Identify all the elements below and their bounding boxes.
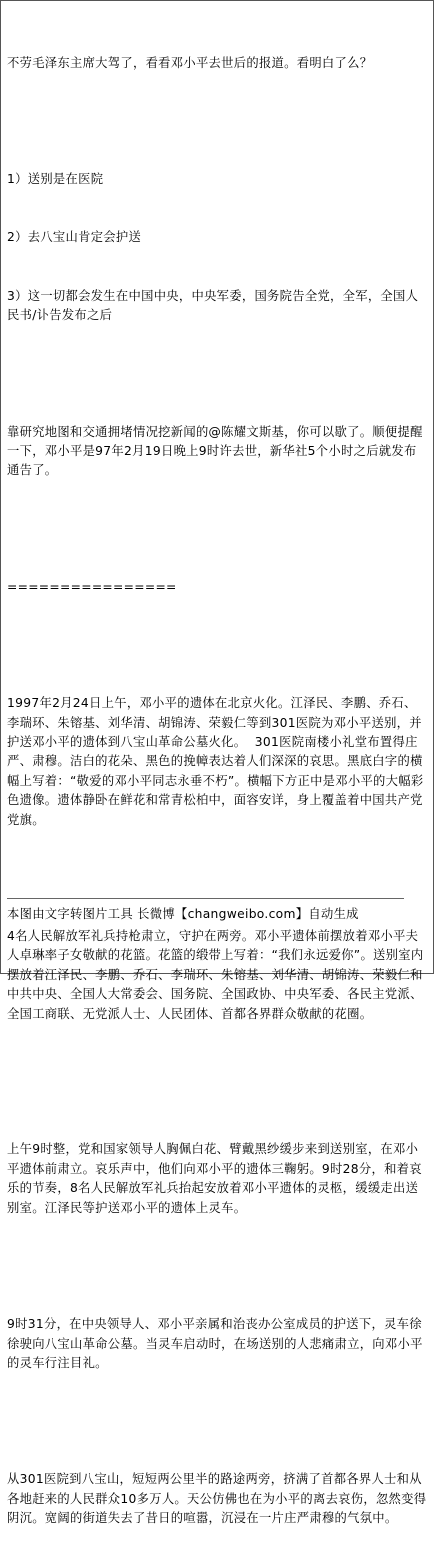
generator-footer: 本图由文字转图片工具 长微博【changweibo.com】自动生成: [7, 907, 359, 921]
article-body: [7, 15, 429, 1567]
equals-divider: ================: [7, 579, 177, 594]
footer-divider: [7, 898, 404, 899]
list-item: 3）这一切都会发生在中国中央，中央军委，国务院告全党，全军，全国人民书/讣告发布之后: [7, 288, 419, 323]
report-paragraph: 4名人民解放军礼兵持枪肃立，守护在两旁。邓小平遗体前摆放着邓小平夫人卓琳率子女敬献的花篮。花篮的缎带上写着：“我们永远爱你”。送别室内摆放着江泽民、李鹏、乔石、李瑞环、朱镕基、刘华清、胡锦涛、荣毅仁和中共中央、全国人大常委会、国务院、全国政协、中央军委、各民主党派、全国工商联、无党派人士、人民团体、首都各界群众敬献的花圈。: [7, 929, 424, 1021]
report-paragraph: 从301医院到八宝山，短短两公里半的路途两旁，挤满了首都各界人士和从各地赶来的人民群众10多万人。天公仿佛也在为小平的离去哀伤，忽然变得阴沉。宽阔的街道失去了昔日的喧嚣，沉浸在一片庄严肃穆的气氛中。: [7, 1472, 427, 1526]
intro-paragraph: 不劳毛泽东主席大驾了，看看邓小平去世后的报道。看明白了么？: [7, 55, 373, 70]
spacer: [7, 1412, 429, 1431]
spacer: [7, 112, 429, 131]
spacer: [7, 364, 429, 383]
spacer: [7, 1063, 429, 1102]
spacer: [7, 869, 429, 888]
list-item: 1）送别是在医院: [7, 172, 104, 187]
report-paragraph: 9时31分，在中央领导人、邓小平亲属和治丧办公室成员的护送下，灵车徐徐驶向八宝山革命公墓。当灵车启动时，在场送别的人悲痛肃立，向邓小平的灵车行注目礼。: [7, 1317, 423, 1370]
list-item: 2）去八宝山肯定会护送: [7, 230, 142, 245]
reminder-paragraph: 靠研究地图和交通拥堵情况挖新闻的@陈耀文斯基，你可以歇了。顺便提醒一下，邓小平是97年2月19日晚上9时许去世，新华社5个小时之后就发布通告了。: [7, 424, 423, 478]
report-paragraph: 上午9时整，党和国家领导人胸佩白花、臂戴黑纱缓步来到送别室，在邓小平遗体前肃立。哀乐声中，他们向邓小平的遗体三鞠躬。9时28分，和着哀乐的节奏，8名人民解放军礼兵抬起安放着邓小平遗体的灵柩，缓缓走出送别室。江泽民等护送邓小平的遗体上灵车。: [7, 1142, 422, 1215]
spacer: [7, 1257, 429, 1276]
spacer: [7, 636, 429, 655]
spacer: [7, 520, 429, 539]
report-paragraph: 1997年2月24日上午，邓小平的遗体在北京火化。江泽民、李鹏、乔石、李瑞环、朱镕基、刘华清、胡锦涛、荣毅仁等到301医院为邓小平送别，并护送邓小平的遗体到八宝山革命公墓火化。 301医院南楼小礼堂布置得庄严、肃穆。洁白的花朵、黑色的挽幛表达着人们深深的哀思。黑底白字的横幅上写着：“敬爱的邓小平同志永垂不朽”。横幅下方正中是邓小平的大幅彩色遗像。遗体静卧在鲜花和常青松柏中，面容安详，身上覆盖着中国共产党党旗。: [7, 696, 424, 827]
